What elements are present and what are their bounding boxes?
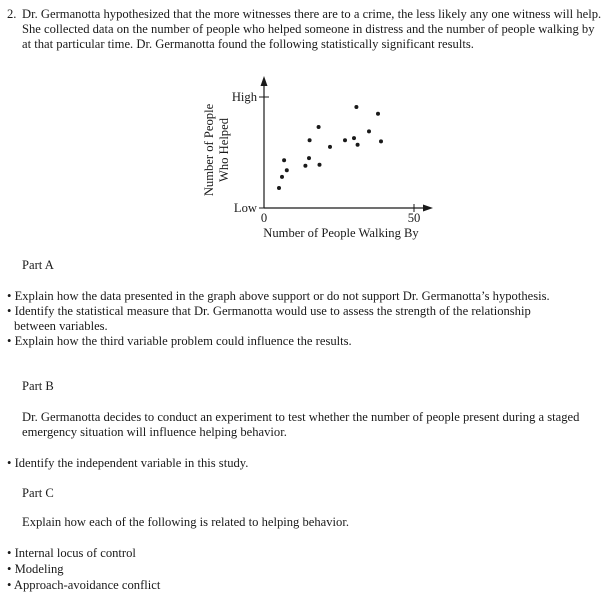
scatter-point-13 (354, 105, 358, 109)
scatter-point-6 (307, 156, 311, 160)
x-axis-arrowhead (423, 205, 433, 212)
scatter-point-5 (303, 164, 307, 168)
scatter-point-1 (277, 186, 281, 190)
x-tick-label-0: 0 (260, 211, 268, 225)
y-axis-label-line2: Who Helped (217, 118, 231, 182)
scatter-point-12 (352, 136, 356, 140)
list-item: • Identify the independent variable in this study. (7, 456, 249, 470)
scatter-point-16 (376, 112, 380, 116)
x-tick-label-50: 50 (407, 211, 421, 225)
list-item: • Identify the statistical measure that Dr. Germanotta would use to assess the strength of the relationship between variables. (7, 304, 531, 333)
list-item: • Internal locus of control (7, 546, 136, 560)
scatter-point-4 (285, 168, 289, 172)
scatter-points (277, 105, 383, 190)
part-b-text: Dr. Germanotta decides to conduct an experiment to test whether the number of people present during a staged emergency situation will influence helping behavior. (22, 410, 580, 439)
list-item: • Approach-avoidance conflict (7, 578, 161, 592)
list-item: • Modeling (7, 562, 64, 576)
list-item: • Explain how the data presented in the graph above support or do not support Dr. Germanotta’s hypothesis. (7, 289, 550, 303)
part-a-label: Part A (22, 258, 54, 272)
y-tick-label-high: High (231, 90, 257, 104)
scatter-point-14 (356, 143, 360, 147)
scatter-point-2 (280, 175, 284, 179)
question-number: 2. (7, 7, 17, 21)
x-axis-label: Number of People Walking By (263, 226, 419, 240)
part-b-label: Part B (22, 379, 54, 393)
scatter-point-3 (282, 158, 286, 162)
scatter-point-8 (317, 125, 321, 129)
part-c-label: Part C (22, 486, 54, 500)
y-axis-arrowhead (261, 76, 268, 86)
part-c-text: Explain how each of the following is related to helping behavior. (22, 515, 350, 529)
part-c-bullets (7, 545, 567, 593)
scatter-point-17 (379, 139, 383, 143)
plot-axes (259, 76, 433, 212)
question-text: Dr. Germanotta hypothesized that the more witnesses there are to a crime, the less likely any one witness will help. She collected data on the number of people who helped someone in distress and the number of people walking by at that particular time. Dr. Germanotta found the following statistically significant results. (22, 7, 602, 51)
scatter-point-7 (308, 138, 312, 142)
scatter-point-15 (367, 129, 371, 133)
scatter-point-10 (328, 145, 332, 149)
scatter-plot (0, 0, 607, 250)
y-axis-label-line1: Number of People (202, 103, 216, 197)
y-tick-label-low: Low (233, 201, 257, 215)
list-item: • Explain how the third variable problem could influence the results. (7, 334, 352, 348)
part-a-bullets (7, 289, 567, 349)
scatter-point-9 (318, 163, 322, 167)
scatter-point-11 (343, 138, 347, 142)
